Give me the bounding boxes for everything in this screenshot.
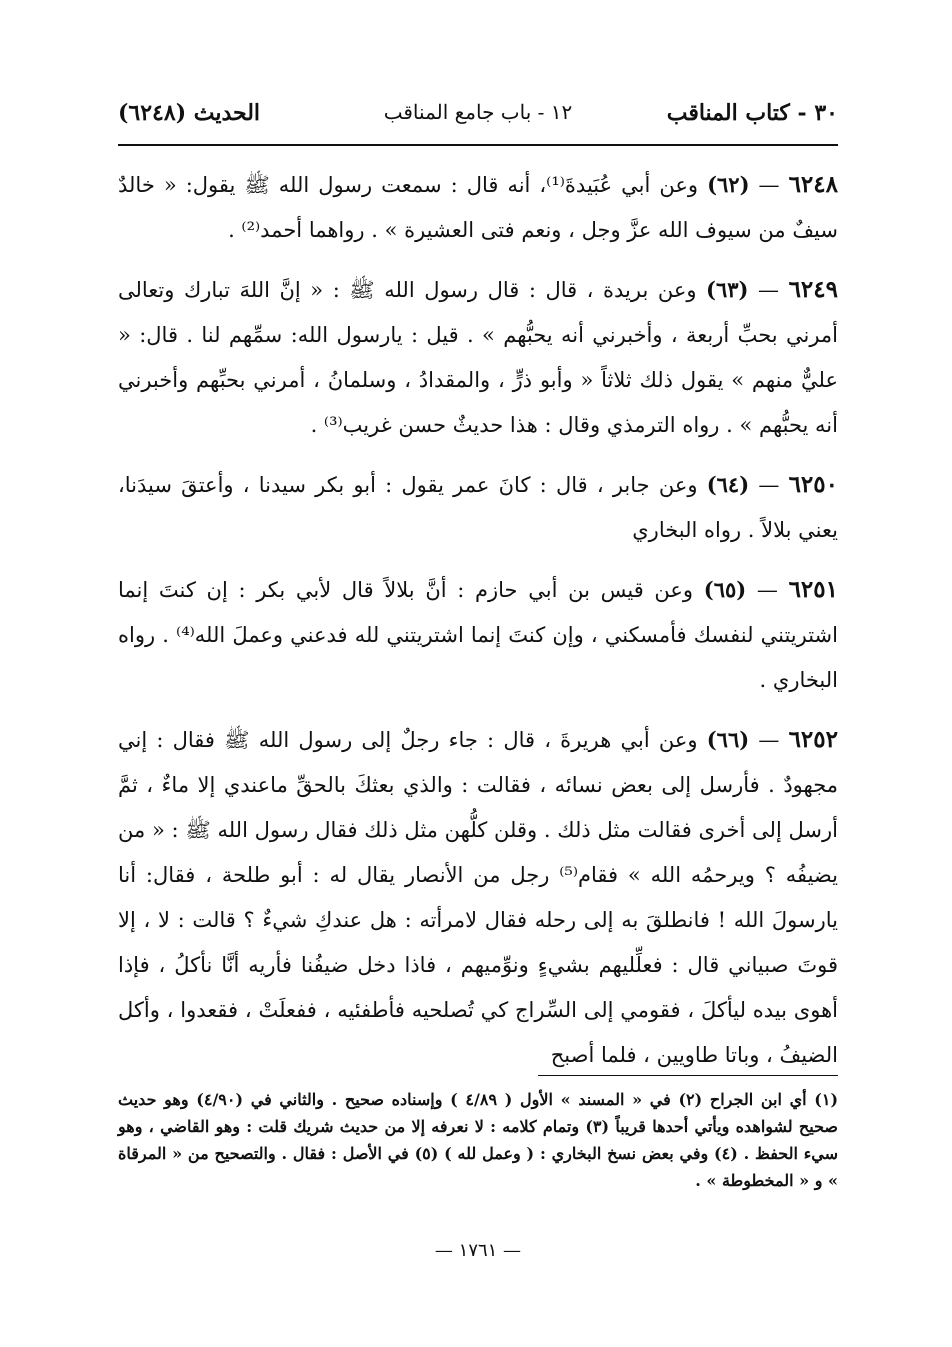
hadith-paragraph: ٦٢٤٨ — (٦٢) وعن أبي عُبَيدةَ⁽¹⁾، أنه قال : سمعت رسول الله ﷺ يقول: « خالدٌ سيفٌ من سيوف الله عزَّ وجل ، ونعم فتى العشيرة » . رواهما أحمد⁽²⁾ .	[118, 171, 838, 242]
hadith-sub-number: (٦٦)	[706, 727, 750, 752]
hadith-paragraph: ٦٢٥٠ — (٦٤) وعن جابر ، قال : كانَ عمر يقول : أبو بكر سيدنا ، وأعتقَ سيدَنا، يعني بلالاً . رواه البخاري	[118, 471, 838, 542]
hadith-number: ٦٢٥١	[788, 576, 838, 603]
hadith-text: وعن أبي هريرةَ ، قال : جاء رجلٌ إلى رسول الله ﷺ فقال : إني مجهودٌ . فأرسل إلى بعض نسائه ، فقالت : والذي بعثكَ بالحقِّ ماعندي إلا ماءٌ ، ثمَّ أرسل إلى أخرى فقالت مثل ذلك . وقلن كلُّهن مثل ذلك فقال رسول الله ﷺ : « من يضيفُه ؟ ويرحمُه الله » فقام⁽⁵⁾ رجل من الأنصار يقال له : أبو طلحة ، فقال: أنا يارسولَ الله ! فانطلقَ به إلى رحله فقال لامرأته : هل عندكِ شيءٌ ؟ قالت : لا ، إلا قوتَ صبياني قال : فعلِّليهم بشيءٍ ونوِّميهم ، فاذا دخل ضيفُنا فأريه أنَّا نأكلُ ، فإذا أهوى بيده ليأكلَ ، فقومي إلى السِّراج كي تُصلحيه فأطفئيه ، ففعلَتْ ، فقعدوا ، وأكل الضيفُ ، وباتا طاويين ، فلما أصبح	[118, 728, 838, 1067]
footnote-block: (١) أي ابن الجراح (٢) في « المسند » الأول ( ٤/٨٩ ) وإسناده صحيح . والثاني في (٤/٩٠) وهو حديث صحيح لشواهده ويأتي أحدها قريباً (٣) وتمام كلامه : لا نعرفه إلا من حديث شريك قلت : وهو القاضي ، وهو سيء الحفظ . (٤) وفي بعض نسخ البخاري : ( وعمل لله ) (٥) في الأصل : فقال . والتصحيح من « المرقاة » و « المخطوطة » .	[118, 1090, 839, 1190]
main-text	[118, 162, 838, 1082]
hadith-paragraph: ٦٢٥٢ — (٦٦) وعن أبي هريرةَ ، قال : جاء رجلٌ إلى رسول الله ﷺ فقال : إني مجهودٌ . فأرسل إلى بعض نسائه ، فقالت : والذي بعثكَ بالحقِّ ماعندي إلا ماءٌ ، ثمَّ أرسل إلى أخرى فقالت مثل ذلك . وقلن كلُّهن مثل ذلك فقال رسول الله ﷺ : « من يضيفُه ؟ ويرحمُه الله » فقام⁽⁵⁾ رجل من الأنصار يقال له : أبو طلحة ، فقال: أنا يارسولَ الله ! فانطلقَ به إلى رحله فقال لامرأته : هل عندكِ شيءٌ ؟ قالت : لا ، إلا قوتَ صبياني قال : فعلِّليهم بشيءٍ ونوِّميهم ، فاذا دخل ضيفُنا فأريه أنَّا نأكلُ ، فإذا أهوى بيده ليأكلَ ، فقومي إلى السِّراج كي تُصلحيه فأطفئيه ، ففعلَتْ ، فقعدوا ، وأكل الضيفُ ، وباتا طاويين ، فلما أصبح	[118, 726, 838, 1067]
hadith-text: وعن أبي عُبَيدةَ⁽¹⁾، أنه قال : سمعت رسول الله ﷺ يقول: « خالدٌ سيفٌ من سيوف الله عزَّ وجل ، ونعم فتى العشيرة » . رواهما أحمد⁽²⁾ .	[118, 173, 838, 242]
hadith-paragraph: ٦٢٤٩ — (٦٣) وعن بريدة ، قال : قال رسول الله ﷺ : « إنَّ اللهَ تبارك وتعالى أمرني بحبِّ أربعة ، وأخبرني أنه يحبُّهم » . قيل : يارسول الله: سمِّهم لنا . قال: « عليٌّ منهم » يقول ذلك ثلاثاً « وأبو ذرٍّ ، والمقدادُ ، وسلمانُ ، أمرني بحبِّهم وأخبرني أنه يحبُّهم » . رواه الترمذي وقال : هذا حديثٌ حسن غريب⁽³⁾ .	[118, 276, 838, 437]
header-chapter-title: ١٢ - باب جامع المناقب	[383, 100, 573, 124]
hadith-number: ٦٢٥٠	[788, 471, 838, 498]
hadith-sub-number: (٦٢)	[707, 172, 750, 197]
footnote-rule	[538, 1075, 838, 1076]
header-rule	[118, 144, 838, 146]
hadith-number: ٦٢٤٨	[788, 171, 838, 198]
hadith-number: ٦٢٤٩	[788, 276, 838, 303]
hadith-sub-number: (٦٤)	[706, 472, 750, 497]
hadith-paragraph: ٦٢٥١ — (٦٥) وعن قيس بن أبي حازم : أنَّ بلالاً قال لأبي بكر : إن كنتَ إنما اشتريتني لنفسك فأمسكني ، وإن كنتَ إنما اشتريتني لله فدعني وعملَ الله⁽⁴⁾ . رواه البخاري .	[118, 576, 838, 692]
footnotes	[118, 1086, 838, 1194]
hadith-text: وعن جابر ، قال : كانَ عمر يقول : أبو بكر سيدنا ، وأعتقَ سيدَنا، يعني بلالاً . رواه البخاري	[118, 473, 838, 542]
page-number: — ١٧٦١ —	[434, 1240, 522, 1261]
hadith-number: ٦٢٥٢	[788, 726, 838, 753]
hadith-text: وعن بريدة ، قال : قال رسول الله ﷺ : « إنَّ اللهَ تبارك وتعالى أمرني بحبِّ أربعة ، وأخبرني أنه يحبُّهم » . قيل : يارسول الله: سمِّهم لنا . قال: « عليٌّ منهم » يقول ذلك ثلاثاً « وأبو ذرٍّ ، والمقدادُ ، وسلمانُ ، أمرني بحبِّهم وأخبرني أنه يحبُّهم » . رواه الترمذي وقال : هذا حديثٌ حسن غريب⁽³⁾ .	[118, 278, 838, 437]
header-hadith-range: الحديث (٦٢٤٨)	[118, 100, 261, 126]
page	[118, 90, 838, 1310]
header-book-title: ٣٠ - كتاب المناقب	[666, 100, 838, 126]
hadith-text: وعن قيس بن أبي حازم : أنَّ بلالاً قال لأبي بكر : إن كنتَ إنما اشتريتني لنفسك فأمسكني ، وإن كنتَ إنما اشتريتني لله فدعني وعملَ الله⁽⁴⁾ . رواه البخاري .	[118, 578, 838, 692]
running-header	[118, 100, 838, 140]
hadith-sub-number: (٦٣)	[706, 277, 749, 302]
hadith-sub-number: (٦٥)	[703, 577, 747, 602]
